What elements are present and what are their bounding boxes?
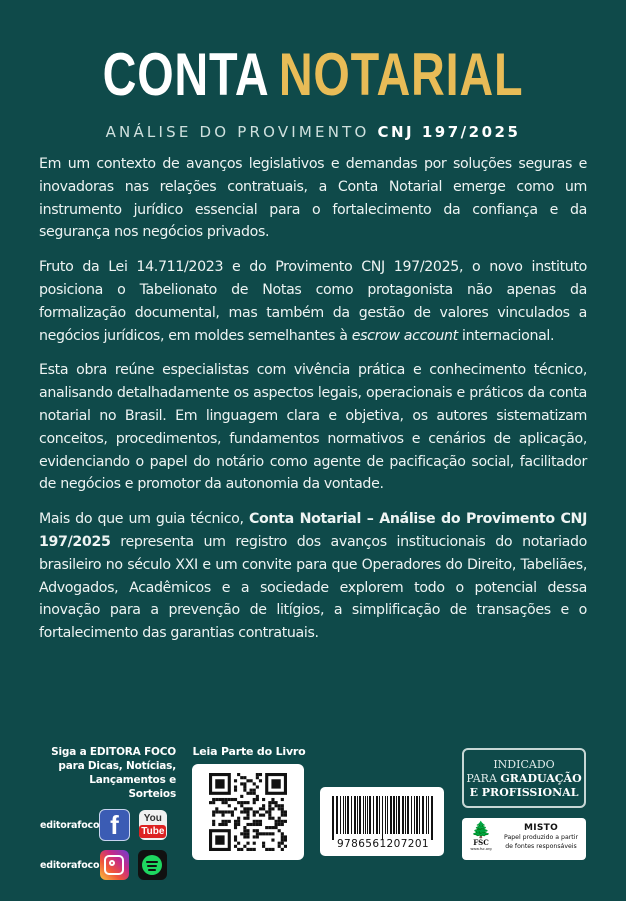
wave [148, 869, 156, 871]
barcode-bar [414, 796, 415, 834]
barcode-bar [396, 796, 397, 834]
barcode-bar [336, 796, 338, 834]
qr-module [268, 814, 271, 817]
qr-module [225, 798, 228, 801]
barcode-bar [382, 796, 383, 840]
barcode-bar [365, 796, 366, 834]
qr-module [225, 810, 228, 813]
qr-module [215, 807, 218, 810]
badge-text-bold: E PROFISSIONAL [469, 786, 579, 799]
qr-module [271, 832, 274, 835]
title-word-notarial: NOTARIAL [278, 41, 524, 108]
barcode-bar [387, 796, 388, 834]
qr-module [234, 823, 237, 826]
qr-module [231, 810, 234, 813]
qr-module [256, 823, 259, 826]
qr-module [234, 779, 237, 782]
qr-module [281, 835, 284, 838]
qr-module [284, 839, 287, 842]
qr-module [234, 839, 237, 842]
qr-module [228, 804, 231, 807]
social-title-line: para Dicas, Notícias, [58, 760, 176, 772]
qr-module [262, 804, 265, 807]
qr-module [234, 807, 237, 810]
youtube-tube: Tube [141, 825, 165, 837]
youtube-icon[interactable] [139, 810, 167, 840]
fsc-url: www.fsc.org [470, 847, 492, 851]
barcode-bar [428, 796, 429, 834]
qr-module [240, 804, 243, 807]
synopsis-paragraph-3: Esta obra reúne especialistas com vivência prática e conhecimento técnico, analisando detalhadamente os aspectos legais, operacionais e práticos da conta notarial no Brasil. Em linguagem clara e objetiva, os autores sistematizam conceitos, procedimentos, fundamentos normativos e cenários de aplicação, evidenciando o papel do notário como agente de pacificação social, facilitador de negócios e promotor da autonomia da vontade. [39, 362, 587, 493]
qr-module [259, 832, 262, 835]
barcode-bar [393, 796, 395, 834]
barcode-bar [373, 796, 374, 834]
qr-module [265, 848, 268, 851]
qr-module [234, 820, 237, 823]
qr-module [221, 810, 224, 813]
qr-code[interactable] [192, 764, 304, 860]
qr-module [268, 848, 271, 851]
qr-module [234, 789, 237, 792]
qr-module [246, 829, 249, 832]
qr-module [237, 773, 240, 776]
qr-module [284, 810, 287, 813]
qr-module [240, 832, 243, 835]
barcode-bar [363, 796, 364, 834]
p2-text-end: internacional. [457, 327, 555, 344]
social-handle: editorafoco [40, 859, 100, 871]
qr-module [240, 795, 243, 798]
barcode-bar [407, 796, 409, 834]
tree-icon: 🌲 [471, 820, 491, 839]
qr-module [268, 826, 271, 829]
qr-module [268, 804, 271, 807]
qr-module [246, 823, 249, 826]
qr-module [225, 820, 228, 823]
qr-module [243, 826, 246, 829]
qr-module [284, 845, 287, 848]
qr-module [246, 792, 249, 795]
qr-module [275, 820, 278, 823]
barcode-bar [416, 796, 418, 834]
youtube-you: You [143, 812, 162, 824]
qr-module [253, 801, 256, 804]
facebook-glyph: f [110, 809, 119, 840]
qr-module [278, 807, 281, 810]
qr-module [253, 829, 256, 832]
barcode-bar [376, 796, 378, 834]
barcode-bar [357, 796, 358, 834]
qr-section [190, 745, 308, 860]
qr-module [234, 845, 237, 848]
qr-module [228, 820, 231, 823]
qr-module [243, 801, 246, 804]
social-section [40, 745, 176, 881]
qr-module [278, 823, 281, 826]
barcode-bar [347, 796, 349, 834]
qr-module [228, 798, 231, 801]
barcode-bar [398, 796, 400, 834]
badge-text: PARA [466, 772, 497, 785]
social-title [40, 745, 176, 801]
barcode-bar [369, 796, 371, 834]
qr-module [278, 845, 281, 848]
synopsis-paragraph-2 [39, 256, 587, 347]
qr-module [243, 835, 246, 838]
qr-module [221, 823, 224, 826]
qr-module [231, 814, 234, 817]
qr-finder [215, 779, 224, 788]
qr-module [271, 801, 274, 804]
qr-module [253, 792, 256, 795]
spotify-disc [142, 855, 162, 875]
social-handle: editorafoco [40, 819, 100, 831]
qr-module [212, 823, 215, 826]
qr-module [253, 835, 256, 838]
p4-text: Mais do que um guia técnico, [39, 511, 249, 528]
qr-module [278, 842, 281, 845]
qr-module [275, 804, 278, 807]
qr-module [256, 798, 259, 801]
qr-module [250, 779, 253, 782]
barcode-bar [367, 796, 368, 834]
barcode-bar [343, 796, 344, 834]
qr-module [253, 782, 256, 785]
qr-module [246, 817, 249, 820]
qr-module [246, 810, 249, 813]
qr-module [275, 826, 278, 829]
facebook-icon[interactable] [99, 809, 129, 841]
qr-module [240, 810, 243, 813]
qr-module [237, 842, 240, 845]
qr-module [237, 848, 240, 851]
qr-module [256, 810, 259, 813]
qr-module [237, 823, 240, 826]
qr-module [246, 832, 249, 835]
qr-module [256, 829, 259, 832]
qr-module [271, 848, 274, 851]
qr-module [259, 807, 262, 810]
qr-module [209, 801, 212, 804]
qr-module [271, 807, 274, 810]
qr-module [243, 810, 246, 813]
book-title [69, 40, 557, 110]
barcode-bar [405, 796, 406, 834]
qr-module [268, 810, 271, 813]
qr-module [262, 842, 265, 845]
qr-module [246, 801, 249, 804]
barcode-bar [431, 796, 433, 840]
barcode-bar [411, 796, 412, 834]
qr-module [284, 820, 287, 823]
qr-module [278, 820, 281, 823]
qr-module [281, 804, 284, 807]
qr-module [268, 801, 271, 804]
qr-module [253, 798, 256, 801]
camera-glyph [104, 855, 124, 875]
social-title-line: Siga a EDITORA FOCO [51, 746, 176, 758]
p4-bold-title: Conta Notarial – Análise do Provimento CNJ 197/2025 [39, 511, 587, 550]
qr-module [246, 779, 249, 782]
qr-module [256, 820, 259, 823]
qr-module [221, 798, 224, 801]
qr-module [240, 782, 243, 785]
qr-module [278, 829, 281, 832]
wave [146, 861, 158, 863]
qr-module [253, 823, 256, 826]
subtitle-bold: CNJ 197/2025 [377, 123, 521, 141]
p2-text: Fruto da Lei 14.711/2023 e do Provimento CNJ 197/2025, o novo instituto posiciona o Tabelionato de Notas como protagonista não apenas da formalização documental, mas também da gestão de valores vinculados a negócios jurídicos, em moldes semelhantes à [39, 259, 587, 344]
qr-module [234, 798, 237, 801]
qr-module [246, 835, 249, 838]
qr-module [259, 823, 262, 826]
barcode-bar [402, 796, 404, 834]
qr-module [253, 820, 256, 823]
qr-module [262, 845, 265, 848]
barcode-bar [419, 796, 420, 834]
qr-module [265, 810, 268, 813]
isbn-number: 9786561207201 [336, 838, 430, 850]
qr-module [212, 798, 215, 801]
qr-module [259, 814, 262, 817]
qr-module [253, 810, 256, 813]
badge-line [464, 772, 584, 786]
qr-module [243, 832, 246, 835]
qr-module [268, 832, 271, 835]
barcode-bar [422, 796, 424, 834]
qr-module [281, 823, 284, 826]
synopsis-paragraph-4 [39, 508, 587, 645]
qr-module [228, 810, 231, 813]
qr-module [240, 776, 243, 779]
qr-module [218, 810, 221, 813]
qr-module [253, 848, 256, 851]
qr-module [262, 798, 265, 801]
qr-module [259, 779, 262, 782]
qr-module [215, 798, 218, 801]
qr-module [265, 832, 268, 835]
isbn-barcode [320, 787, 444, 856]
barcode-bar [390, 796, 392, 834]
qr-module [253, 789, 256, 792]
social-row-2 [40, 849, 176, 881]
fsc-mix-label: MISTO [523, 823, 559, 833]
qr-module [240, 848, 243, 851]
barcode-bars [328, 796, 438, 840]
qr-module [243, 807, 246, 810]
wave [147, 865, 157, 867]
qr-module [246, 807, 249, 810]
qr-module [281, 839, 284, 842]
p2-italic-term: escrow account [351, 327, 458, 344]
qr-module [271, 839, 274, 842]
qr-module [256, 835, 259, 838]
qr-module [271, 817, 274, 820]
qr-module [278, 804, 281, 807]
qr-module [281, 810, 284, 813]
barcode-bar [332, 796, 334, 840]
qr-module [281, 848, 284, 851]
qr-module [237, 820, 240, 823]
qr-module [243, 782, 246, 785]
qr-module [212, 810, 215, 813]
fsc-description [498, 823, 584, 850]
badge-line: INDICADO [493, 758, 555, 771]
barcode-bar [359, 796, 361, 834]
qr-module [221, 820, 224, 823]
synopsis-paragraph-1: Em um contexto de avanços legislativos e demandas por soluções seguras e inovadoras nas relações contratuais, a Conta Notarial emerge como um instrumento jurídico essencial para o fortalecimento da confiança e da segurança nos negócios privados. [39, 156, 587, 241]
qr-module [284, 814, 287, 817]
qr-module [281, 832, 284, 835]
qr-module [212, 801, 215, 804]
qr-code-graphic [209, 773, 287, 851]
qr-module [271, 826, 274, 829]
title-word-conta: CONTA [102, 41, 270, 108]
qr-module [221, 814, 224, 817]
fsc-logo [468, 821, 494, 852]
subtitle-light: ANÁLISE DO PROVIMENTO [105, 123, 370, 141]
qr-module [262, 814, 265, 817]
qr-module [221, 801, 224, 804]
qr-module [243, 817, 246, 820]
qr-module [253, 842, 256, 845]
qr-module [281, 798, 284, 801]
qr-module [231, 798, 234, 801]
barcode-bar [354, 796, 356, 834]
instagram-icon[interactable] [100, 850, 129, 880]
qr-module [246, 814, 249, 817]
p4-text-end: representa um registro dos avanços institucionais do notariado brasileiro no século XXI e um convite para que Operadores do Direito, Tabeliães, Advogados, Acadêmicos e a sociedade explorem todo o potencial dessa inovação para a prevenção de litígios, a simplificação de transações e o fortalecimento das garantias contratuais. [39, 533, 587, 642]
qr-module [256, 832, 259, 835]
recommendation-badge [462, 748, 586, 808]
qr-module [250, 848, 253, 851]
spotify-icon[interactable] [138, 850, 167, 880]
barcode-bar [379, 796, 380, 834]
qr-module [246, 848, 249, 851]
qr-module [243, 845, 246, 848]
qr-module [275, 823, 278, 826]
qr-finder [271, 779, 280, 788]
qr-module [281, 807, 284, 810]
qr-module [234, 826, 237, 829]
qr-module [237, 801, 240, 804]
synopsis [39, 153, 587, 657]
qr-module [265, 826, 268, 829]
fsc-logo-text: FSC [473, 838, 489, 847]
qr-module [215, 810, 218, 813]
qr-module [218, 798, 221, 801]
badge-line [464, 786, 584, 800]
qr-module [212, 814, 215, 817]
badge-text-bold: GRADUAÇÃO [500, 772, 582, 785]
qr-label: Leia Parte do Livro [192, 745, 306, 758]
qr-module [243, 829, 246, 832]
qr-module [250, 792, 253, 795]
fsc-desc-line: Papel produzido a partir [504, 834, 578, 841]
barcode-bar [426, 796, 427, 834]
qr-module [259, 773, 262, 776]
fsc-desc-line: de fontes responsáveis [505, 842, 577, 850]
qr-module [243, 785, 246, 788]
qr-module [256, 785, 259, 788]
barcode-bar [340, 796, 341, 834]
qr-module [262, 832, 265, 835]
qr-module [218, 823, 221, 826]
fsc-label [462, 818, 586, 860]
qr-module [271, 798, 274, 801]
barcode-bar [345, 796, 346, 834]
qr-module [284, 835, 287, 838]
qr-module [225, 823, 228, 826]
qr-module [250, 789, 253, 792]
book-subtitle [0, 123, 626, 141]
qr-module [262, 807, 265, 810]
qr-module [243, 776, 246, 779]
qr-module [256, 795, 259, 798]
qr-module [234, 785, 237, 788]
qr-module [246, 842, 249, 845]
qr-module [243, 789, 246, 792]
qr-module [256, 776, 259, 779]
qr-module [278, 817, 281, 820]
qr-module [237, 817, 240, 820]
social-title-line: Lançamentos e Sorteios [89, 774, 176, 800]
qr-module [250, 823, 253, 826]
qr-module [281, 820, 284, 823]
barcode-bar [351, 796, 352, 834]
qr-finder [215, 835, 224, 844]
qr-module [256, 773, 259, 776]
qr-module [281, 814, 284, 817]
qr-module [212, 820, 215, 823]
qr-module [234, 835, 237, 838]
barcode-bar [385, 796, 386, 834]
qr-module [250, 807, 253, 810]
social-row-1 [40, 809, 176, 841]
qr-module [268, 807, 271, 810]
qr-module [281, 842, 284, 845]
qr-module [240, 801, 243, 804]
qr-module [259, 820, 262, 823]
qr-module [253, 814, 256, 817]
qr-module [268, 817, 271, 820]
qr-module [225, 801, 228, 804]
qr-module [275, 801, 278, 804]
